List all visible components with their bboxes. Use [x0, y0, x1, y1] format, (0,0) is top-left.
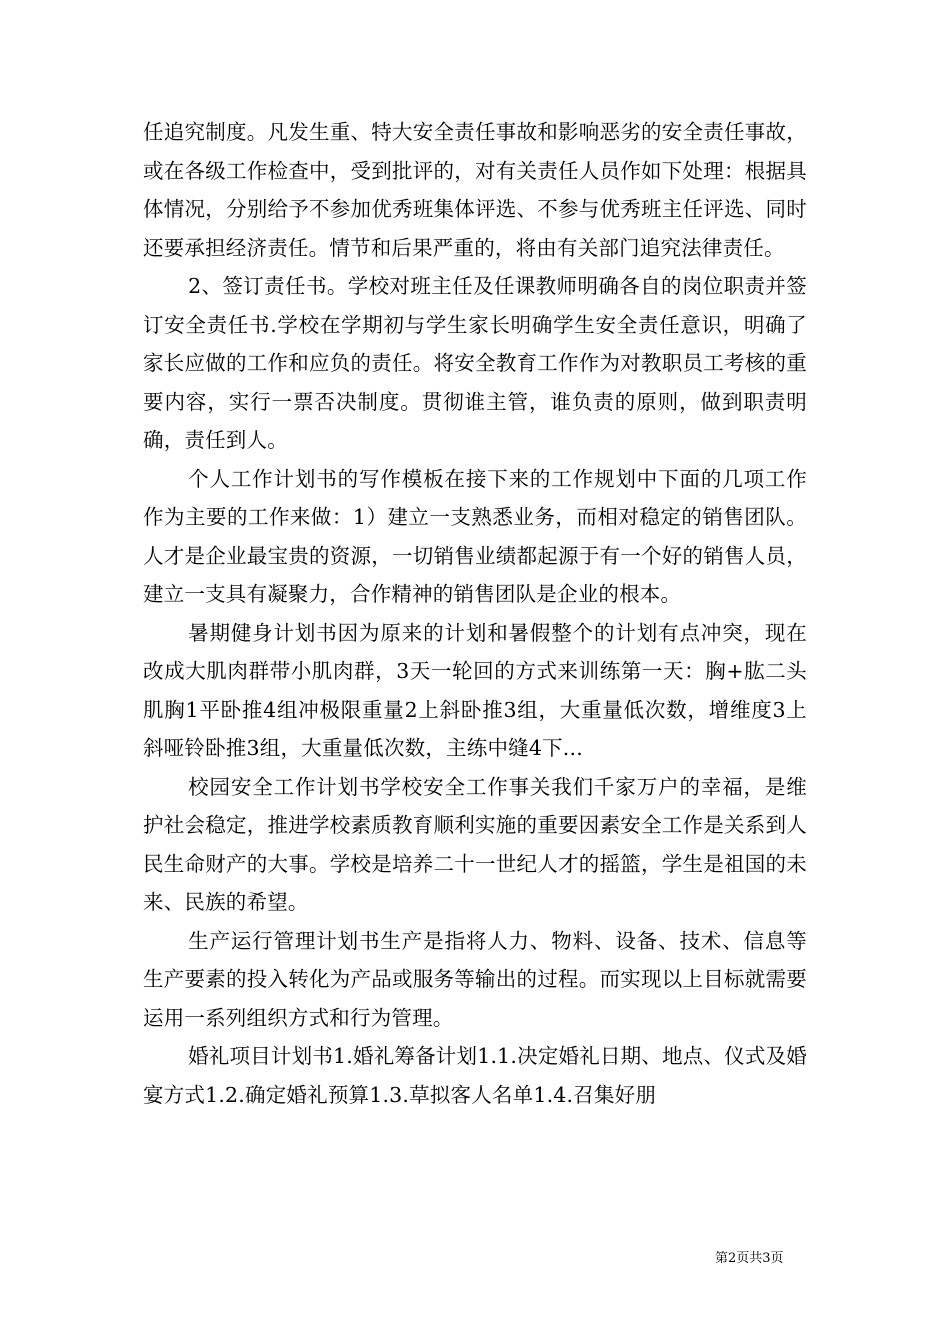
- paragraph-responsibility-letter: 2、签订责任书。学校对班主任及任课教师明确各自的岗位职责并签订安全责任书.学校在学期初与学生家长明确学生安全责任意识，明确了家长应做的工作和应负的责任。将安全教育工作作为对教职员工考核的重要内容，实行一票否决制度。贯彻谁主管，谁负责的原则，做到职责明确，责任到人。: [143, 274, 807, 452]
- paragraph-summer-fitness-plan: 暑期健身计划书因为原来的计划和暑假整个的计划有点冲突，现在改成大肌肉群带小肌肉群，3天一轮回的方式来训练第一天：胸+肱二头肌胸1平卧推4组冲极限重量2上斜卧推3组，大重量低次数，增维度3上斜哑铃卧推3组，大重量低次数，主练中缝4下...: [143, 620, 807, 760]
- paragraph-production-management-plan: 生产运行管理计划书生产是指将人力、物料、设备、技术、信息等生产要素的投入转化为产品或服务等输出的过程。而实现以上目标就需要运用一系列组织方式和行为管理。: [143, 928, 807, 1030]
- page-number: 第2页共3页: [715, 1251, 784, 1266]
- document-body: [143, 113, 807, 1114]
- paragraph-campus-safety-plan: 校园安全工作计划书学校安全工作事关我们千家万户的幸福，是维护社会稳定，推进学校素质教育顺利实施的重要因素安全工作是关系到人民生命财产的大事。学校是培养二十一世纪人才的摇篮，学生是祖国的未来、民族的希望。: [143, 774, 807, 914]
- paragraph-personal-work-plan: 个人工作计划书的写作模板在接下来的工作规划中下面的几项工作作为主要的工作来做：1）建立一支熟悉业务，而相对稳定的销售团队。人才是企业最宝贵的资源，一切销售业绩都起源于有一个好的销售人员，建立一支具有凝聚力，合作精神的销售团队是企业的根本。: [143, 466, 807, 606]
- paragraph-wedding-project-plan: 婚礼项目计划书1.婚礼筹备计划1.1.决定婚礼日期、地点、仪式及婚宴方式1.2.确定婚礼预算1.3.草拟客人名单1.4.召集好朋: [143, 1044, 807, 1107]
- paragraph-continuation: 任追究制度。凡发生重、特大安全责任事故和影响恶劣的安全责任事故，或在各级工作检查中，受到批评的，对有关责任人员作如下处理：根据具体情况，分别给予不参加优秀班集体评选、不参与优秀班主任评选、同时还要承担经济责任。情节和后果严重的，将由有关部门追究法律责任。: [143, 120, 807, 260]
